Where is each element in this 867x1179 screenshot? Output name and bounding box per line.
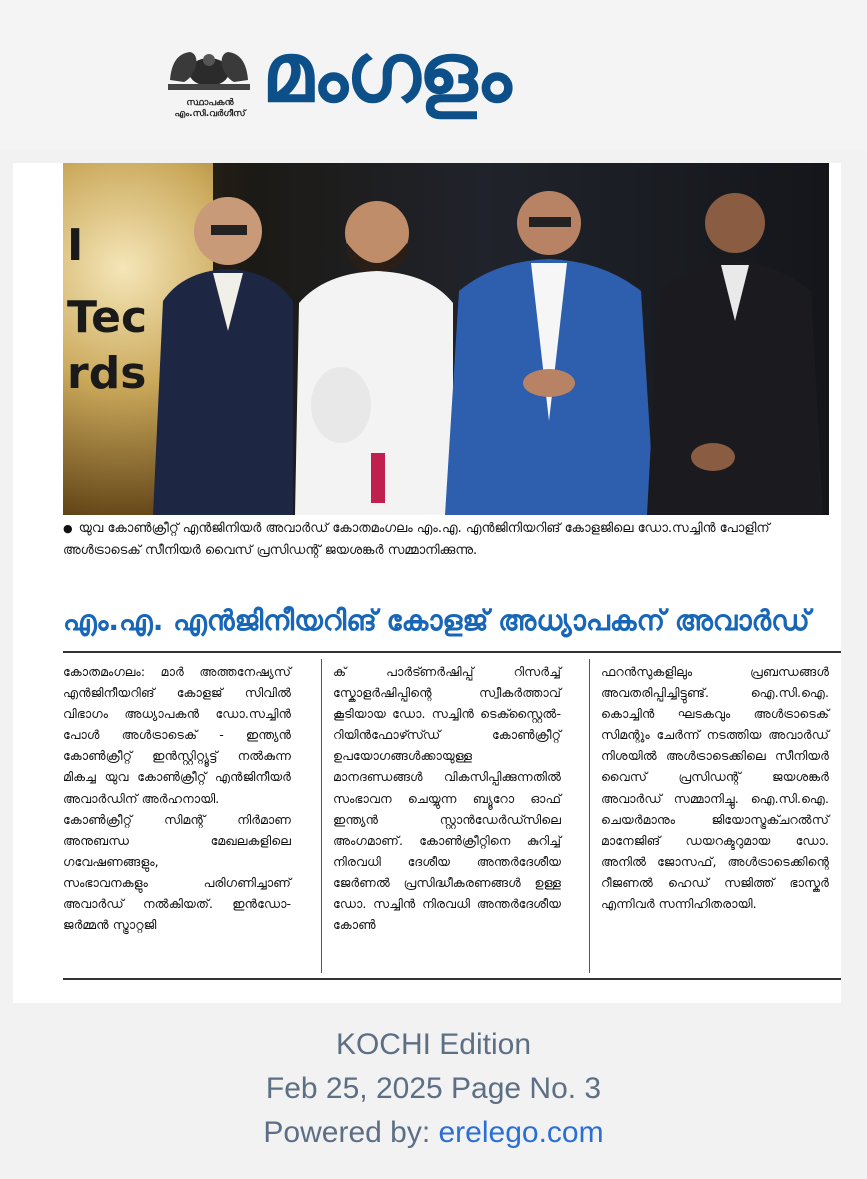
edition-label: KOCHI Edition: [335, 1028, 532, 1061]
powered-by: [0, 1116, 867, 1150]
paragraph: കോതമംഗലം: മാർ അത്തനേഷ്യസ് എൻജിനീയറിങ് കോളജ് സിവിൽ വിഭാഗം അധ്യാപകൻ ഡോ.സച്ചിൻ പോൾ അൾട്രാടെക് - ഇന്ത്യൻ കോൺക്രീറ്റ് ഇൻസ്റ്റിറ്റ്യൂട്ട് നൽകുന്ന മികച്ച യുവ കോൺക്രീറ്റ് എൻജിനീയർ അവാർഡിന് അർഹനായി.: [63, 664, 291, 806]
person-presenter: [445, 171, 655, 515]
backdrop-text: I: [67, 220, 84, 271]
paragraph: ക് പാർട്ണർഷിപ്പ് റിസർച്ച് സ്കോളർഷിപ്പിന്റെ സ്വീകർത്താവ് കൂടിയായ ഡോ. സച്ചിൻ ടെക്സ്റ്റൈൽ-റിയിൻഫോഴ്സ്ഡ് കോൺക്രീറ്റ് ഉപയോഗങ്ങൾക്കായുള്ള മാനദണ്ഡങ്ങൾ വികസിപ്പിക്കുന്നതിൽ സംഭാവന ചെയ്യുന്ന ബ്യൂറോ ഓഫ് ഇന്ത്യൻ സ്റ്റാൻഡേർഡ്സിലെ അംഗമാണ്. കോൺക്രീറ്റിനെ കുറിച്ച് നിരവധി ദേശീയ അന്തർദേശീയ ജേർണൽ പ്രസിദ്ധീകരണങ്ങൾ ഉള്ള ഡോ. സച്ചിൻ നിരവധി അന്തർദേശീയ കോൺ: [333, 664, 561, 933]
paragraph: ഫറൻസുകളിലും പ്രബന്ധങ്ങൾ അവതരിപ്പിച്ചിട്ടുണ്ട്. ഐ.സി.ഐ. കൊച്ചിൻ ഘടകവും അൾട്രാടെക് സിമന്റും ചേർന്ന് നടത്തിയ അവാർഡ് നിശയിൽ അൾട്രാടെക്കിലെ സീനിയർ വൈസ് പ്രസിഡന്റ് ജയശങ്കർ അവാർഡ് സമ്മാനിച്ചു. ഐ.സി.ഐ. ചെയർമാനും ജിയോസ്ട്രക്ചറൽസ് മാനേജിങ് ഡയറക്ടറുമായ ഡോ. അനിൽ ജോസഫ്, അൾട്രാടെക്കിന്റെ റീജണൽ ഹെഡ് സജിത്ത് ഭാസ്കർ എന്നിവർ സന്നിഹിതരായി.: [601, 664, 829, 912]
article-headline: എം.എ. എൻജിനീയറിങ് കോളജ് അധ്യാപകന് അവാർഡ്: [63, 604, 810, 637]
article-column-3: [601, 661, 829, 914]
award-photo: [63, 163, 829, 515]
person-awardee: [285, 173, 455, 515]
paragraph: സംഭാവനകളും പരിഗണിച്ചാണ് അവാർഡ് നൽകിയത്. ഇൻഡോ-ജർമ്മൻ സ്ട്രാറ്റജി: [63, 874, 291, 933]
caption-text: യുവ കോൺക്രീറ്റ് എൻജിനിയർ അവാർഡ് കോതമംഗലം എം.എ. എൻജിനിയറിങ് കോളജിലെ ഡോ.സച്ചിൻ പോളിന് അൾട്രാടെക് സീനിയർ വൈസ് പ്രസിഡന്റ് ജയശങ്കർ സമ്മാനിക്കുന്നു.: [63, 521, 770, 558]
photo-caption: [63, 518, 833, 562]
backdrop-text: Tec: [67, 292, 148, 343]
person-left: [143, 181, 293, 515]
founder-credit: [158, 98, 262, 120]
article-column-2: [333, 661, 561, 935]
elephant-emblem-icon: [162, 36, 256, 96]
caption-bullet: ●: [63, 522, 73, 535]
newspaper-logo: മംഗളം: [262, 26, 510, 121]
founder-name: എം.സി.വർഗീസ്: [174, 109, 246, 119]
column-divider: [589, 659, 590, 973]
powered-by-link[interactable]: erelego.com: [438, 1116, 604, 1149]
news-clipping: [13, 163, 841, 1003]
divider: [63, 651, 841, 653]
date-page-label: Feb 25, 2025 Page No. 3: [265, 1072, 602, 1105]
masthead: [0, 0, 867, 150]
column-divider: [321, 659, 322, 973]
backdrop-text: rds: [67, 348, 147, 399]
paragraph: കോൺക്രീറ്റ് സിമന്റ് നിർമാണ അനുബന്ധ മേഖലകളിലെ ഗവേഷണങ്ങളും,: [63, 811, 291, 869]
powered-by-prefix: Powered by:: [263, 1116, 439, 1149]
person-right: [643, 171, 829, 515]
article-column-1: [63, 661, 291, 935]
founder-title: സ്ഥാപകൻ: [186, 98, 234, 108]
divider: [63, 978, 841, 980]
